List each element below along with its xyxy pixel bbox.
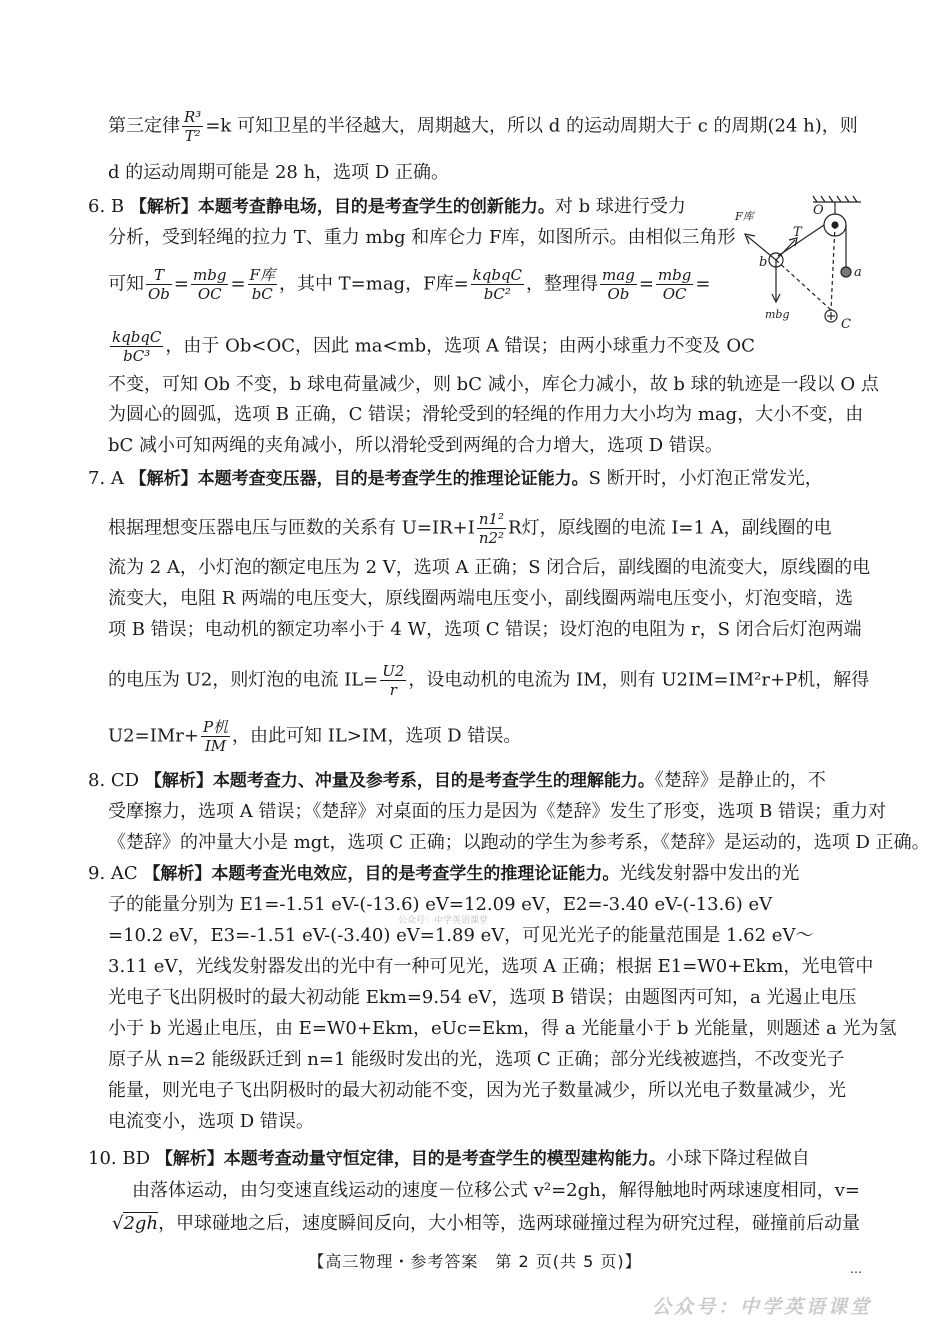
text-line: 流变大，电阻 R 两端的电压变大，原线圈两端电压变小，副线圈两端电压变小，灯泡变暗，选 <box>108 588 853 609</box>
ball-a <box>841 267 851 277</box>
text-line: 3.11 eV，光线发射器发出的光中有一种可见光，选项 A 正确；根据 E1=W0+Ekm，光电管中 <box>108 956 874 977</box>
label-t: T <box>793 225 802 240</box>
watermark-mid: 公众号：中学英语课堂 <box>398 916 489 926</box>
text-line: 原子从 n=2 能级跃迁到 n=1 能级时发出的光，选项 C 正确；部分光线被遮挡，不改变光子 <box>108 1049 845 1070</box>
q8-line-1: 8. CD 【解析】本题考查力、冲量及参考系，目的是考查学生的理解能力。《楚辞》是静止的，不 <box>88 770 826 791</box>
page-footer: 【高三物理・参考答案 第 2 页(共 5 页)】 <box>308 1252 642 1271</box>
q9-number: 9. AC <box>88 863 138 884</box>
q6-heading: 【解析】本题考查静电场，目的是考查学生的创新能力。 <box>129 197 555 217</box>
q7-line-7: U2=IMr+ $\frac{\text{P机}}{IM}$ ，由此可知 IL>IM，选项 D 错误。 <box>108 718 522 755</box>
q6-line-3: 可知 $\frac{T}{Ob}$ = $\frac{\text{mbg}}{OC}$ = $\frac{\text{F库}}{bC}$ ，其中 T=mag，F库= $\frac{\text{kqbqC}}{\text{bC²}}$ ，整理得 $\frac{\text{mag}}{Ob}$ = $\frac{\text{mbg}}{OC}$ = <box>108 266 711 303</box>
sqrt-expression: √2gh <box>112 1213 159 1234</box>
label-c: C <box>841 317 851 332</box>
label-o: O <box>813 203 824 218</box>
q7-line-1: 7. A 【解析】本题考查变压器，目的是考查学生的推理论证能力。S 断开时，小灯泡正常发光， <box>88 468 823 489</box>
label-mg: mbg <box>765 308 790 321</box>
text-line: 小于 b 光遏止电压，由 E=W0+Ekm，eUc=Ekm，得 a 光能量小于 b 光能量，则题述 a 光为氢 <box>108 1018 897 1039</box>
q9-heading: 【解析】本题考查光电效应，目的是考查学生的推理论证能力。 <box>143 864 620 884</box>
text-line: 能量，则光电子飞出阴极时的最大初动能不变，因为光子数量减少，所以光电子数量减少，光 <box>108 1080 846 1101</box>
text-line: =10.2 eV，E3=-1.51 eV-(-3.40) eV=1.89 eV，可见光光子的能量范围是 1.62 eV～ <box>108 925 814 946</box>
text-line: 电流变小，选项 D 错误。 <box>108 1111 314 1132</box>
text-line: 《楚辞》的冲量大小是 mgt，选项 C 正确；以跑动的学生为参考系，《楚辞》是运动的，选项 D 正确。 <box>108 832 930 853</box>
text-line: d 的运动周期可能是 28 h，选项 D 正确。 <box>108 162 450 183</box>
text-line: 子的能量分别为 E1=-1.51 eV-(-13.6) eV=12.09 eV，E2=-3.40 eV-(-13.6) eV <box>108 894 773 915</box>
q6-line-4: $\frac{\text{kqbqC}}{\text{bC³}}$ ，由于 Ob<OC，因此 ma<mb，选项 A 错误；由两小球重力不变及 OC <box>112 328 755 365</box>
text-line: 分析，受到轻绳的拉力 T、重力 mbg 和库仑力 F库，如图所示。由相似三角形 <box>108 227 736 248</box>
q10-heading: 【解析】本题考查动量守恒定律，目的是考查学生的模型建构能力。 <box>155 1149 666 1169</box>
q7-heading: 【解析】本题考查变压器，目的是考查学生的推理论证能力。 <box>129 469 589 489</box>
text-line: 受摩擦力，选项 A 错误；《楚辞》对桌面的压力是因为《楚辞》发生了形变，选项 B 错误；重力对 <box>108 801 887 822</box>
q10-number: 10. BD <box>88 1148 151 1169</box>
q7-line-6: 的电压为 U2，则灯泡的电流 IL= $\frac{U2}{r}$ ，设电动机的电流为 IM，则有 U2IM=IM²r+P机，解得 <box>108 662 870 699</box>
text-line: 项 B 错误；电动机的额定功率小于 4 W，选项 C 错误；设灯泡的电阻为 r，S 闭合后灯泡两端 <box>108 619 862 640</box>
text-line: 流为 2 A，小灯泡的额定电压为 2 V，选项 A 正确；S 闭合后，副线圈的电流变大，原线圈的电 <box>108 557 871 578</box>
label-a: a <box>854 265 862 280</box>
text-line: 由落体运动，由匀变速直线运动的速度－位移公式 v²=2gh，解得触地时两球速度相同，v= <box>132 1180 861 1201</box>
q10-line-3: √2gh，甲球碰地之后，速度瞬间反向，大小相等，选两球碰撞过程为研究过程，碰撞前后动量 <box>112 1213 861 1234</box>
text-line: 光电子飞出阴极时的最大初动能 Ekm=9.54 eV，选项 B 错误；由题图丙可知，a 光遏止电压 <box>108 987 857 1008</box>
q7-line-2: 根据理想变压器电压与匝数的关系有 U=IR+I $\frac{\text{n1²}}{\text{n2²}}$ R灯，原线圈的电流 I=1 A，副线圈的电 <box>108 510 832 547</box>
q7-number: 7. A <box>88 468 124 489</box>
kepler-fraction: $\frac{\text{R³}}{\text{T²}}$ <box>184 108 202 145</box>
q9-line-1: 9. AC 【解析】本题考查光电效应，目的是考查学生的推理论证能力。光线发射器中发出的光 <box>88 863 800 884</box>
watermark: 公众号：中学英语课堂 <box>652 1296 873 1318</box>
q6-force-diagram <box>733 192 873 332</box>
q6-line-1: 6. B 【解析】本题考查静电场，目的是考查学生的创新能力。对 b 球进行受力 <box>88 196 686 217</box>
text-line: 为圆心的圆弧，选项 B 正确，C 错误；滑轮受到的轻绳的作用力大小均为 mag，大小不变，由 <box>108 404 864 425</box>
text-line: 第三定律 $\frac{\text{R³}}{\text{T²}}$ =k 可知卫星的半径越大，周期越大，所以 d 的运动周期大于 c 的周期(24 h)，则 <box>108 108 858 145</box>
q10-line-1: 10. BD 【解析】本题考查动量守恒定律，目的是考查学生的模型建构能力。小球下降过程做自 <box>88 1148 810 1169</box>
q8-heading: 【解析】本题考查力、冲量及参考系，目的是考查学生的理解能力。 <box>144 771 655 791</box>
label-f: F库 <box>735 210 754 223</box>
label-b: b <box>759 255 768 270</box>
corner-mark: … <box>850 1262 862 1276</box>
text-line: 不变，可知 Ob 不变，b 球电荷量减少，则 bC 减小，库仑力减小，故 b 球的轨迹是一段以 O 点 <box>108 374 879 395</box>
text-line: bC 减小可知两绳的夹角减小，所以滑轮受到两绳的合力增大，选项 D 错误。 <box>108 435 723 456</box>
q8-number: 8. CD <box>88 770 140 791</box>
q6-number: 6. B <box>88 196 125 217</box>
